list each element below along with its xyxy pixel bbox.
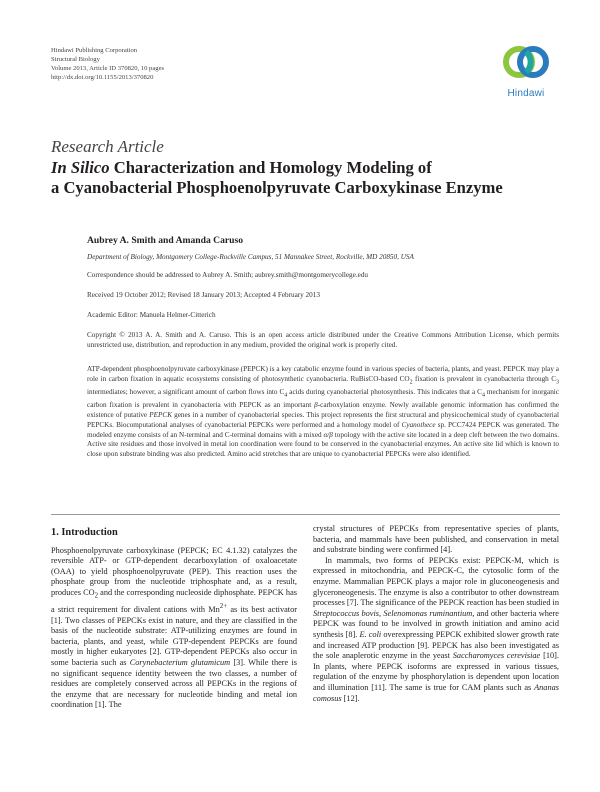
intro-text: Phosphoenolpyruvate carboxykinase (PEPCK; EC 4.1.32) catalyzes the reversible ATP- or GTP-dependent decarboxylation of oxaloacetate (OAA) to yield phosphoenolpyruvate (PEP). This reaction uses the phosphate group from the nucleotide triphosphate and, as a result, produces CO: [51, 545, 297, 597]
author-list: Aubrey A. Smith and Amanda Caruso: [87, 235, 244, 246]
abstract-text: ATP-dependent phosphoenolpyruvate carboxykinase (PEPCK) is a key catabolic enzyme found in various species of bacteria, plants, and yeast. PEPCK may play a role in carbon fixation in aquatic ecosystems consisting of photosynthetic cyanobacteria. RuBisCO-based CO: [87, 365, 559, 383]
journal-header: [51, 46, 164, 82]
title-line-1: [51, 158, 561, 178]
publisher-name: Hindawi Publishing Corporation: [51, 47, 138, 54]
abstract-subscript: 4: [481, 392, 485, 399]
intro-text: and the corresponding nucleoside diphosphate. PEPCK has a strict requirement for divalent cations with Mn: [51, 587, 297, 614]
body-text: [12].: [341, 693, 360, 703]
journal-name: Structural Biology: [51, 56, 100, 63]
body-column-left: [51, 524, 297, 711]
volume-info: Volume 2013, Article ID 370820, 10 pages: [51, 65, 165, 72]
hindawi-logo: [496, 38, 556, 102]
intro-subscript: 2: [94, 592, 99, 600]
species-name: Ananas comosus: [313, 682, 559, 703]
section-heading-introduction: 1. Introduction: [51, 527, 118, 538]
abstract-text: genes in a number of cyanobacterial species. This project represents the first structural and physicochemical study of cyanobacterial PEPCKs. Biocomputational analyses of cyanobacterial PEPCKs were performed and a homology model of: [87, 411, 559, 429]
doi-link[interactable]: http://dx.doi.org/10.1155/2013/370820: [51, 74, 154, 81]
intro-paragraph-mammals: [313, 556, 559, 704]
abstract-italic: Cyanothece: [401, 420, 436, 429]
abstract-text: -carboxylation enzyme. Newly available genomic information has confirmed the existence of putative: [87, 401, 559, 420]
hindawi-logo-icon: [496, 38, 556, 88]
species-name: Selenomonas ruminantium: [383, 608, 473, 618]
body-text: [10]. In plants, where PEPCK isoforms are expressed in various tissues, regulation of the enzyme by phosphorylation is dependent upon location and illumination [11]. The same is true for CAM plants such as: [313, 651, 559, 692]
abstract-text: acids during cyanobacterial photosynthesis. This indicates that a C: [287, 388, 482, 397]
abstract: [87, 365, 559, 460]
intro-text: [3]. While there is no significant sequence identity between the two classes, a number of residues are completely conserved across all PEPCKs in the regions of the enzyme that are necessary for nucleotide binding and metal ion coordination [1]. The: [51, 657, 297, 710]
title-italic: In Silico: [51, 158, 110, 177]
article-type: Research Article: [51, 137, 164, 156]
abstract-text: intermediates; however, a significant amount of carbon flows into C: [87, 388, 285, 397]
intro-paragraph: [51, 546, 297, 711]
intro-paragraph-continued: crystal structures of PEPCKs from representative species of plants, bacteria, and mammals have been published, and conservation in metal and substrate binding were confirmed [4].: [313, 524, 559, 555]
abstract-subscript: 2: [409, 379, 413, 386]
abstract-subscript: 4: [284, 392, 288, 399]
abstract-italic: α/β: [323, 430, 333, 439]
logo-ring-overlap: [526, 52, 531, 72]
received-dates: Received 19 October 2012; Revised 18 January 2013; Accepted 4 February 2013: [87, 291, 320, 299]
title-line-1-rest: Characterization and Homology Modeling of: [109, 158, 432, 177]
academic-editor: Academic Editor: Manuela Helmer-Citterich: [87, 311, 216, 319]
abstract-text: fixation is prevalent in cyanobacteria through C: [412, 374, 556, 383]
abstract-text: mechanism for inorganic carbon fixation is prevalent in cyanobacteria with PEPCK as an important: [87, 388, 559, 410]
body-text: ,: [379, 608, 384, 618]
body-column-right: [313, 524, 559, 704]
abstract-subscript: 3: [555, 379, 559, 386]
abstract-text: topology with the active site located in a deep cleft between the two domains. Active site residues and those involved in metal ion coordination were found to be conserved in the cyanobacterial enzymes. An active site lid which is known to close upon substrate binding was also predicted. Amino acid stretches that are unique to cyanobacterial PEPCKs were also identified.: [87, 430, 559, 459]
title-line-2: a Cyanobacterial Phosphoenolpyruvate Carboxykinase Enzyme: [51, 178, 503, 197]
section-divider: [51, 514, 560, 515]
abstract-text: sp. PCC7424 PEPCK was generated. The modeled enzyme consists of an N-terminal and C-terminal domains with a mixed: [87, 420, 559, 439]
species-name: Saccharomyces cerevisiae: [452, 651, 541, 661]
copyright-notice: Copyright © 2013 A. A. Smith and A. Caruso. This is an open access article distributed under the Creative Commons Attribution License, which permits unrestricted use, distribution, and reproduction in any medium, provided the original work is properly cited.: [87, 331, 559, 349]
abstract-italic: β: [314, 401, 318, 410]
intro-superscript: 2+: [219, 603, 228, 611]
intro-text: as its best activator [1]. Two classes of PEPCKs exist in nature, and they are classified in the basis of the nucleotide substrate: ATP-utilizing enzymes are found in bacteria, plants, and yeast, while GTP-dependent PEPCKs are found mostly in higher eukaryotes [2]. GTP-dependent PEPCKs also occur in some bacteria such as: [51, 604, 297, 667]
logo-wordmark: Hindawi: [507, 88, 545, 99]
intro-italic: Corynebacterium glutamicum: [129, 657, 231, 667]
species-name: E. coli: [359, 629, 382, 639]
correspondence: Correspondence should be addressed to Aubrey A. Smith; aubrey.smith@montgomerycollege.edu: [87, 271, 369, 279]
body-text: , and other bacteria where PEPCK was found to be involved in growth initiation and amino acid synthesis [8].: [313, 608, 559, 639]
body-text: overexpressing PEPCK exhibited slower growth rate and increased ATP production [9]. PEPCK has also been investigated as the sole anaplerotic enzyme in the yeast: [313, 629, 559, 661]
affiliation: Department of Biology, Montgomery College-Rockville Campus, 51 Mannakee Street, Rockville, MD 20850, USA: [87, 253, 414, 261]
article-title: [51, 158, 561, 198]
abstract-italic: PEPCK: [149, 411, 172, 420]
body-text: In mammals, two forms of PEPCKs exist: PEPCK-M, which is expressed in mitochondria, and PEPCK-C, the cytosolic form of the enzyme. Mammalian PEPCK plays a major role in gluconeogenesis and glyceroneogenesis. The enzyme is also a contributor to other downstream processes [7]. The significance of the PEPCK reaction has been studied in: [313, 555, 559, 608]
species-name: Streptococcus bovis: [313, 608, 380, 618]
